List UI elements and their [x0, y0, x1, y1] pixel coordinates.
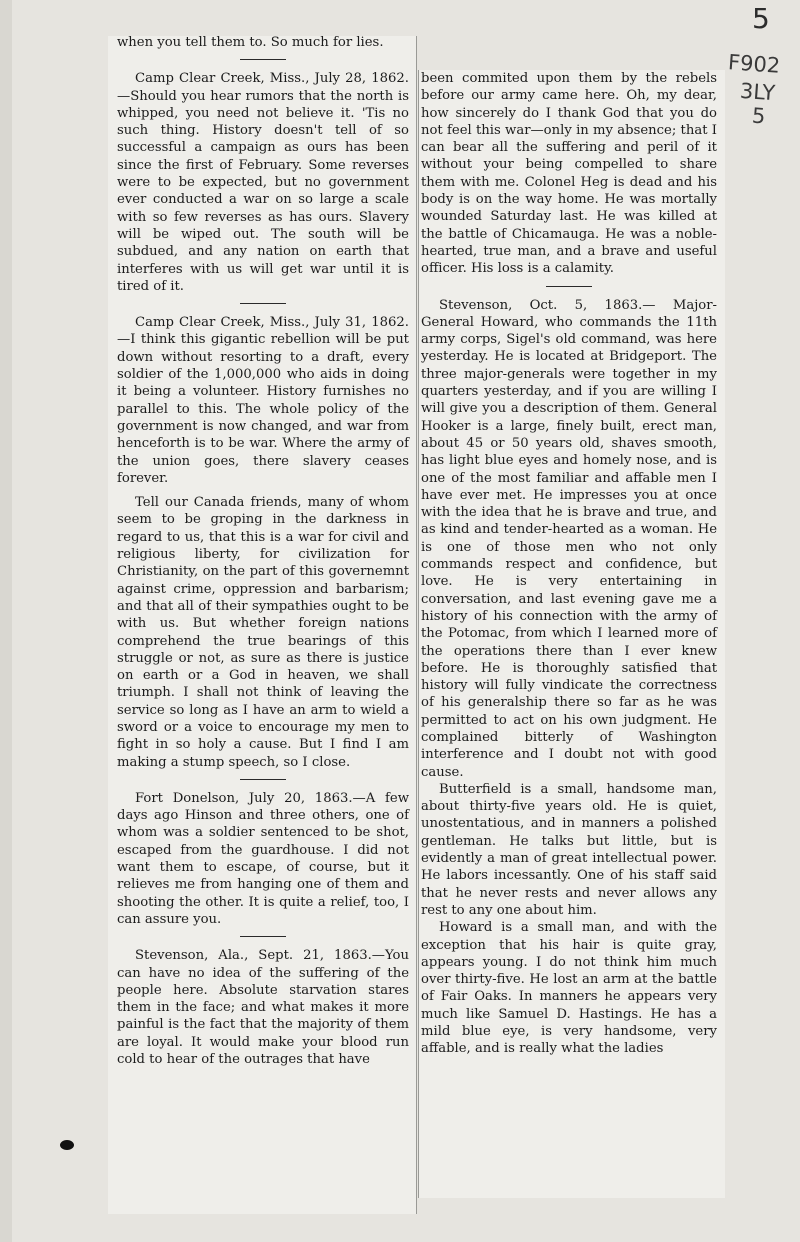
article-paragraph: Camp Clear Creek, Miss., July 28, 1862.—Should you hear rumors that the north is whipped, you need not believe it. 'Tis no such thing. History doesn't tell of so successful a campaign as ours has been since the first of February. Some reverses were to be expected, but no government ever conducted a war on so large a scale with so few reverses as has ours. Slavery will be wiped out. The south will be subdued, and any nation on earth that interferes with us will get war until it is tired of it. — [117, 71, 409, 294]
article-paragraph: Fort Donelson, July 20, 1863.—A few days ago Hinson and three others, one of whom was a soldier sentenced to be shot, escaped from the guardhouse. I did not want them to escape, of course, but it relieves me from hanging one of them and shooting the other. It is quite a relief, too, I can assure you. — [117, 790, 409, 927]
article-paragraph: Howard is a small man, and with the exception that his hair is quite gray, appears young. I do not think him much over thirty-five. He lost an arm at the battle of Fair Oaks. In manners he appears very much like Samuel D. Hastings. He has a mild blue eye, is very handsome, very affable, and is really what the ladies — [421, 920, 717, 1057]
continuation-text: when you tell them to. So much for lies. — [117, 35, 384, 50]
left-column — [117, 34, 409, 1068]
separator-rule — [546, 286, 592, 287]
scan-edge — [0, 0, 12, 1242]
continuation-text: been commited upon them by the rebels before our army came here. Oh, my dear, how sincerely do I thank God that you do not feel this war—only in my absence; that I can bear all the suffering and peril of it without your being compelled to share them with me. Colonel Heg is dead and his body is on the way home. He was mortally wounded Saturday last. He was killed at the battle of Chicamauga. He was a noble-hearted, true man, and a brave and useful officer. His loss is a calamity. — [421, 71, 717, 277]
article-paragraph: Stevenson, Oct. 5, 1863.— Major-General Howard, who commands the 11th army corps, Sigel's old command, was here yesterday. He is located at Bridgeport. The three major-generals were together in my quarters yesterday, and if you are willing I will give you a description of them. General Hooker is a large, finely built, erect man, about 45 or 50 years old, shaves smooth, has light blue eyes and homely nose, and is one of the most familiar and affable men I have ever met. He impresses you at once with the idea that he is brave and true, and as kind and tender-hearted as a woman. He is one of those men who not only commands respect and confidence, but love. He is very entertaining in conversation, and last evening gave me a history of his connection with the army of the Potomac, from which I learned more of the operations there than I ever knew before. He is thoroughly satisfied that history will fully vindicate the correctness of his generalship there so far as he was permitted to act on his own judgment. He complained bitterly of Washington interference and I doubt not with good cause. — [421, 297, 717, 780]
right-column — [421, 70, 717, 1058]
article-paragraph: Tell our Canada friends, many of whom seem to be groping in the darkness in regard to us, that this is a war for civil and religious liberty, for civilization for Christianity, on the part of this governemnt against crime, oppression and barbarism; and that all of their sympathies ought to be with us. But whether foreign nations comprehend the true bearings of this struggle or not, as sure as there is justice on earth or a God in heaven, we shall triumph. I shall not think of leaving the service so long as I have an arm to wield a sword or a voice to encourage my men to fight in so holy a cause. But I find I am making a stump speech, so I close. — [117, 495, 409, 770]
separator-rule — [240, 779, 286, 780]
article-paragraph: Stevenson, Ala., Sept. 21, 1863.—You can have no idea of the suffering of the people here. Absolute starvation stares them in the face; and what makes it more painful is the fact that the majority of them are loyal. It would make your blood run cold to hear of the outrages that have — [117, 948, 409, 1068]
article-paragraph: Butterfield is a small, handsome man, about thirty-five years old. He is quiet, unostentatious, and in manners a polished gentleman. He talks but little, but is evidently a man of great intellectual power. He labors incessantly. One of his staff said that he never rests and never allows any rest to any one about him. — [421, 781, 717, 918]
separator-rule — [240, 303, 286, 304]
article-paragraph: Camp Clear Creek, Miss., July 31, 1862.—I think this gigantic rebellion will be put down without resorting to a draft, every soldier of the 1,000,000 who aids in doing it being a volunteer. History furnishes no parallel to this. The whole policy of the government is now changed, and war from henceforth is to be war. Where the army of the union goes, there slavery ceases forever. — [117, 315, 409, 486]
punch-hole — [60, 1140, 74, 1150]
handwritten-note-3: 5 — [751, 103, 767, 129]
handwritten-note-2: 3LY — [739, 78, 776, 106]
page-number: 5 — [752, 2, 770, 35]
separator-rule — [240, 59, 286, 60]
separator-rule — [240, 936, 286, 937]
handwritten-note-1: F902 — [727, 50, 781, 78]
